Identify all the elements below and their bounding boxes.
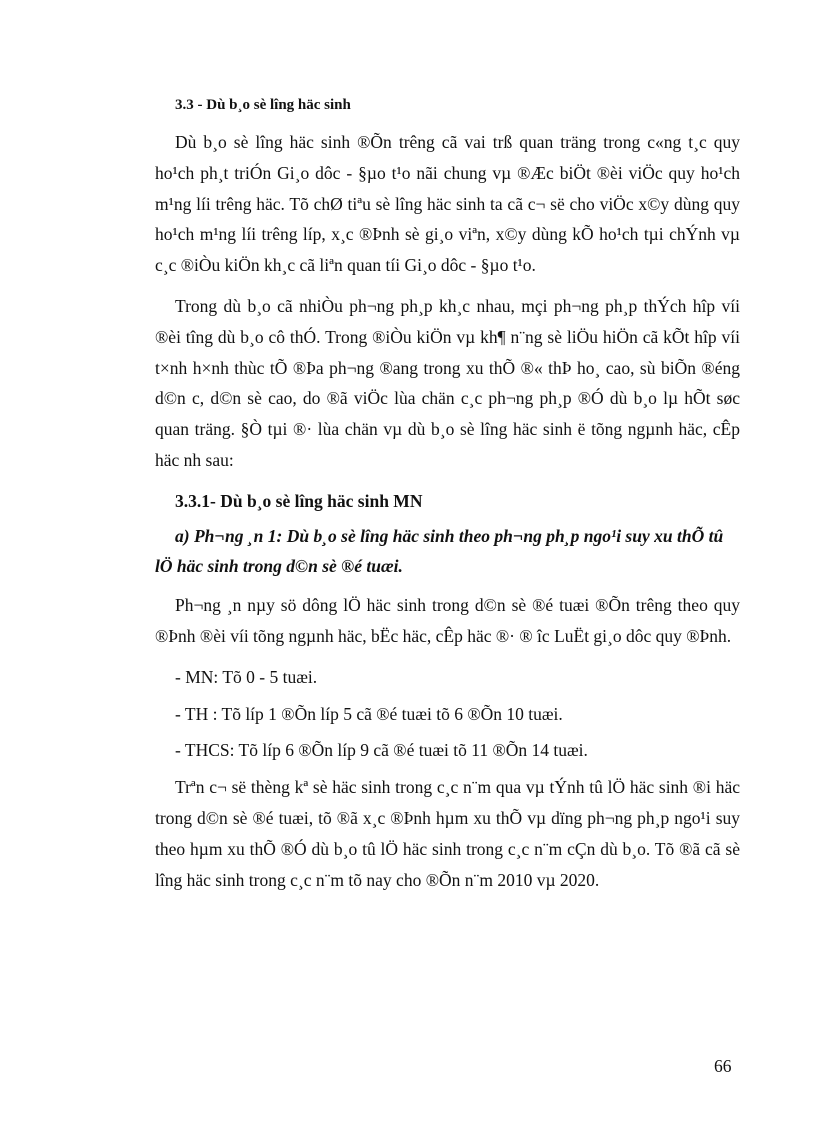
page-body	[155, 95, 740, 905]
list-item-mn: - MN: Tõ 0 - 5 tuæi.	[175, 666, 318, 687]
list-item-thcs: - THCS: Tõ líp 6 ®Õn líp 9 cã ®é tuæi tõ 11 ®Õn 14 tuæi.	[175, 740, 588, 761]
method-heading: a) Ph¬ng ¸n 1: Dù b¸o sè lîng häc sinh theo ph¬ng ph¸p ngo¹i suy xu thÕ tû lÖ häc sinh trong d©n sè ®é tuæi.	[155, 525, 724, 577]
page-number: 66	[714, 1056, 732, 1076]
paragraph-methods: Trong dù b¸o cã nhiÒu ph¬ng ph¸p kh¸c nhau, mçi ph¬ng ph¸p thÝch hîp víi ®èi tîng dù b¸o cô thÓ. Trong ®iÒu kiÖn vµ kh¶ n¨ng sè liÖu hiÖn cã kÕt hîp víi t×nh h×nh thùc tÕ ®Þa ph¬ng ®ang trong xu thÕ ®« thÞ ho¸ cao, sù biÕn ®éng d©n c, d©n sè cao, do ®ã viÖc lùa chän c¸c ph¬ng ph¸p ®Ó dù b¸o lµ hÕt søc quan träng. §Ò tµi ®· lùa chän vµ dù b¸o sè lîng häc sinh ë tõng ngµnh häc, cÊp häc nh sau:	[155, 295, 740, 470]
paragraph-intro: Dù b¸o sè lîng häc sinh ®Õn trêng cã vai trß quan träng trong c«ng t¸c quy ho¹ch ph¸t triÓn Gi¸o dôc - §µo t¹o nãi chung vµ ®Æc biÖt ®èi viÖc quy ho¹ch m¹ng líi trêng häc. Tõ chØ tiªu sè lîng häc sinh ta cã c¬ së cho viÖc x©y dùng quy ho¹ch m¹ng líi trêng líp, x¸c ®Þnh sè gi¸o viªn, x©y dùng kÕ ho¹ch tµi chÝnh vµ c¸c ®iÒu kiÖn kh¸c cã liªn quan tíi Gi¸o dôc - §µo t¹o.	[155, 132, 740, 276]
paragraph-conclusion: Trªn c¬ së thèng kª sè häc sinh trong c¸c n¨m qua vµ tÝnh tû lÖ häc sinh ®i häc trong d©n sè ®é tuæi, tõ ®ã x¸c ®Þnh hµm xu thÕ vµ dïng ph¬ng ph¸p ngo¹i suy theo hµm xu thÕ ®Ó dù b¸o tû lÖ häc sinh trong c¸c n¨m cÇn dù b¸o. Tõ ®ã cã sè lîng häc sinh trong c¸c n¨m tõ nay cho ®Õn n¨m 2010 vµ 2020.	[155, 777, 740, 890]
paragraph-method-description: Ph¬ng ¸n nµy sö dông lÖ häc sinh trong d©n sè ®é tuæi ®Õn trêng theo quy ®Þnh ®èi víi tõng ngµnh häc, bËc häc, cÊp häc ®· ® îc LuËt gi¸o dôc quy ®Þnh.	[155, 595, 740, 646]
list-item-th: - TH : Tõ líp 1 ®Õn líp 5 cã ®é tuæi tõ 6 ®Õn 10 tuæi.	[175, 703, 563, 724]
section-heading: 3.3 - Dù b¸o sè lîng häc sinh	[175, 97, 351, 113]
subsection-heading: 3.3.1- Dù b¸o sè lîng häc sinh MN	[175, 490, 423, 511]
